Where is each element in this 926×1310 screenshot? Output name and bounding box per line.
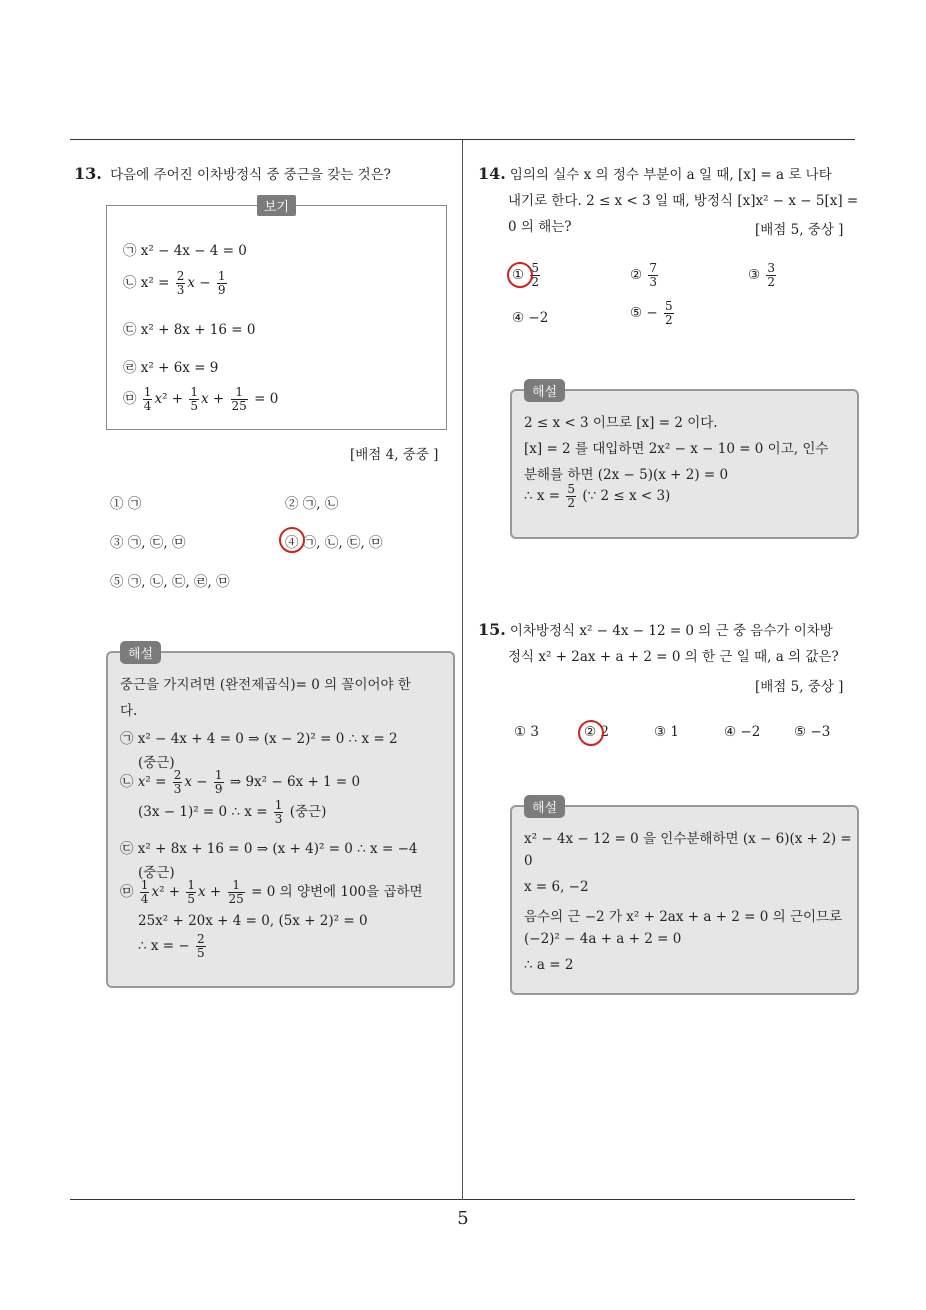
solution-line: 중근을 가지려면 (완전제곱식)= 0 의 꼴이어야 한 <box>120 677 411 693</box>
fraction: $\frac{1}{4}$ <box>140 878 149 906</box>
q15-choice-2[interactable]: ② 2 <box>584 724 609 740</box>
solution-line: ∴ x = − $\frac{2}{5}$ <box>138 932 205 960</box>
fraction: $\frac{2}{3}$ <box>173 768 182 796</box>
q14-choice-3[interactable]: ③ $\frac{3}{2}$ <box>748 261 776 289</box>
solution-line: x = 6, −2 <box>524 879 589 895</box>
answer-mark-circle <box>578 720 604 746</box>
q13-choice-5[interactable]: ⑤ ㉠, ㉡, ㉢, ㉣, ㉤ <box>110 574 230 590</box>
fraction: $\frac{1}{9}$ <box>214 768 223 796</box>
answer-mark-circle <box>507 262 533 288</box>
solution-line: 다. <box>120 703 138 719</box>
solution-line: (−2)² − 4a + a + 2 = 0 <box>524 931 682 947</box>
solution-line: (3x − 1)² = 0 ∴ x = $\frac{1}{3}$ (중근) <box>138 798 327 826</box>
solution-line: ㉤ $\frac{1}{4}$ x² + $\frac{1}{5}$ x + $\frac{1}{25}$ = 0 의 양변에 100을 곱하면 <box>120 878 423 906</box>
solution-tag: 해설 <box>524 379 565 402</box>
solution-line: ㉠ x² − 4x + 4 = 0 ⇒ (x − 2)² = 0 ∴ x = 2 <box>120 731 398 747</box>
q15-number: 15. <box>478 620 506 639</box>
q14-solution-box <box>510 385 859 539</box>
solution-line: (중근) <box>138 755 175 771</box>
q14-question: 14. 임의의 실수 x 의 정수 부분이 a 일 때, [x] = a 로 나타 내기로 한다. 2 ≤ x < 3 일 때, 방정식 [x]x² − x − 5[x] = 0 의 해는? <box>478 164 859 235</box>
bogi-item-1: ㉠ x² − 4x − 4 = 0 <box>123 243 247 259</box>
fraction: $\frac{1}{5}$ <box>187 878 196 906</box>
q13-choice-4[interactable]: ④ ㉠, ㉡, ㉢, ㉤ <box>285 535 383 551</box>
solution-line: ∴ x = $\frac{5}{2}$ (∵ 2 ≤ x < 3) <box>524 482 671 510</box>
solution-line: x² − 4x − 12 = 0 을 인수분해하면 (x − 6)(x + 2) = <box>524 831 852 847</box>
q15-question: 15. 이차방정식 x² − 4x − 12 = 0 의 근 중 음수가 이차방 정식 x² + 2ax + a + 2 = 0 의 한 근 일 때, a 의 값은? <box>478 620 839 665</box>
fraction: $\frac{1}{4}$ <box>143 385 152 413</box>
q13-choice-1[interactable]: ① ㉠ <box>110 496 142 512</box>
fraction: $\frac{2}{3}$ <box>176 269 185 297</box>
solution-line: (중근) <box>138 865 175 881</box>
q15-solution-box <box>510 801 859 995</box>
q14-choice-1[interactable]: ① $\frac{5}{2}$ <box>512 261 540 289</box>
q15-choice-5[interactable]: ⑤ −3 <box>794 724 831 740</box>
q15-choice-1[interactable]: ① 3 <box>514 724 539 740</box>
fraction: $\frac{1}{3}$ <box>274 798 283 826</box>
fraction: $\frac{1}{25}$ <box>231 385 247 413</box>
q14-meta: [배점 5, 중상 ] <box>755 222 844 238</box>
bogi-title: 보기 <box>257 195 296 216</box>
bogi-item-4: ㉣ x² + 6x = 9 <box>123 360 219 376</box>
solution-line: ㉡ x² = $\frac{2}{3}$ x − $\frac{1}{9}$ ⇒ 9x² − 6x + 1 = 0 <box>120 768 361 796</box>
q13-number: 13. <box>74 164 102 183</box>
q15-choice-3[interactable]: ③ 1 <box>654 724 679 740</box>
q15-meta: [배점 5, 중상 ] <box>755 679 844 695</box>
fraction: $\frac{2}{5}$ <box>197 932 205 960</box>
q13-text: 다음에 주어진 이차방정식 중 중근을 갖는 것은? <box>110 167 391 183</box>
solution-line: ∴ a = 2 <box>524 957 574 973</box>
solution-tag: 해설 <box>120 641 161 664</box>
fraction: $\frac{5}{2}$ <box>567 482 576 510</box>
solution-line: 분해를 하면 (2x − 5)(x + 2) = 0 <box>524 467 729 483</box>
column-divider <box>462 140 463 1200</box>
solution-line: 25x² + 20x + 4 = 0, (5x + 2)² = 0 <box>138 913 368 929</box>
fraction: $\frac{1}{5}$ <box>190 385 199 413</box>
q13-solution-box <box>106 647 455 988</box>
q15-choice-4[interactable]: ④ −2 <box>724 724 761 740</box>
fraction: $\frac{7}{3}$ <box>649 261 658 289</box>
solution-line: [x] = 2 를 대입하면 2x² − x − 10 = 0 이고, 인수 <box>524 441 829 457</box>
page-number: 5 <box>457 1208 469 1229</box>
bogi-item-2: ㉡ x² = $\frac{2}{3}$ x − $\frac{1}{9}$ <box>123 269 226 297</box>
solution-line: 음수의 근 −2 가 x² + 2ax + a + 2 = 0 의 근이므로 <box>524 909 843 925</box>
q14-choice-2[interactable]: ② $\frac{7}{3}$ <box>630 261 658 289</box>
q13-meta: [배점 4, 중중 ] <box>350 447 439 463</box>
q13-choice-3[interactable]: ③ ㉠, ㉢, ㉤ <box>110 535 186 551</box>
fraction: $\frac{5}{2}$ <box>665 299 673 327</box>
q14-choice-5[interactable]: ⑤ − $\frac{5}{2}$ <box>630 299 673 327</box>
fraction: $\frac{1}{25}$ <box>228 878 244 906</box>
fraction: $\frac{1}{9}$ <box>217 269 226 297</box>
q14-number: 14. <box>478 164 506 183</box>
answer-mark-circle <box>279 527 305 553</box>
solution-line: ㉢ x² + 8x + 16 = 0 ⇒ (x + 4)² = 0 ∴ x = −4 <box>120 841 418 857</box>
fraction: $\frac{3}{2}$ <box>767 261 776 289</box>
solution-line: 2 ≤ x < 3 이므로 [x] = 2 이다. <box>524 415 718 431</box>
q13-choice-2[interactable]: ② ㉠, ㉡ <box>285 496 339 512</box>
solution-tag: 해설 <box>524 795 565 818</box>
q14-choice-4[interactable]: ④ −2 <box>512 310 549 326</box>
bogi-item-5: ㉤ $\frac{1}{4}$ x² + $\frac{1}{5}$ x + $\frac{1}{25}$ = 0 <box>123 385 279 413</box>
q13-bogi-box <box>106 200 447 430</box>
solution-line: 0 <box>524 853 533 869</box>
q13-question <box>74 161 454 188</box>
bogi-item-3: ㉢ x² + 8x + 16 = 0 <box>123 322 256 338</box>
fraction: $\frac{5}{2}$ <box>531 261 540 289</box>
